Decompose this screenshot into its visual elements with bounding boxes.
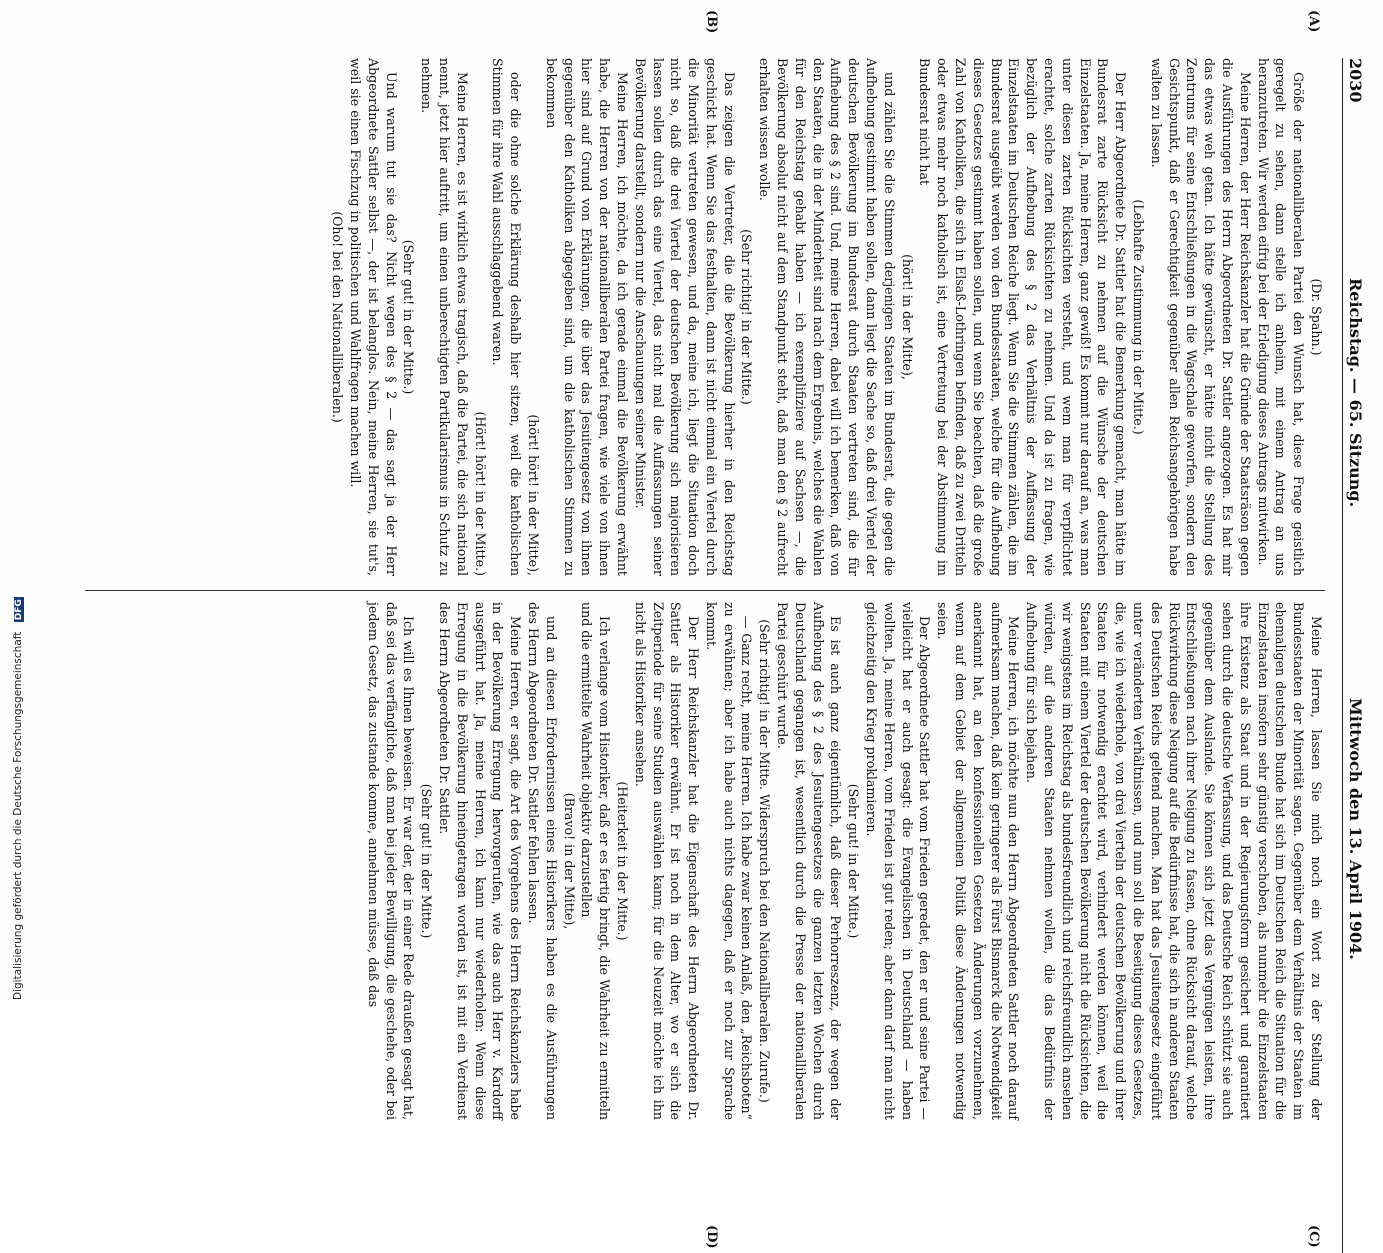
margin-letter-a: (A) [1306,10,1321,33]
credit-text: Digitalisierung gefördert durch die Deutsche Forschungsgemeinschaft [12,631,24,1000]
paragraph: Ich verlange vom Historiker, daß er es fertig bringt, die Wahrheit zu ermitteln und die ermittelte Wahrheit objektiv darzustellen [579,602,613,1120]
margin-letter-d: (D) [704,1225,719,1249]
interjection-line: (Heiterkeit in der Mitte.) [614,781,630,941]
right-text-column [364,602,1325,1120]
paragraph: Ich will es Ihnen beweisen. Er war der, der in einer Rede draußen gesagt hat, daß sei das verfängliche, daß man bei jeder Bewilligung, die geschehe, oder bei jedem Gesetz, das zustande komme, annehmen müsse, daß das [365,602,417,1120]
interjection-line: (Sehr richtig! in der Mitte.) [739,229,755,405]
paragraph: Der Abgeordnete Sattler hat vom Frieden geredet, den er und seine Partei — vielleicht hat er auch gesagt: die Evangelischen in Deutschland — haben wollten. Ja, meine Herren, vom Frieden ist gut reden; aber dann darf man nicht gleichzeitig den Krieg proklamieren. [864,602,933,1120]
digitization-credit [12,0,24,1000]
margin-letter-b: (B) [704,10,719,34]
session-date: Mittwoch den 13. April 1904. [1346,698,1365,960]
interjection-line: (Sehr richtig! in der Mitte. Widerspruch bei den Nationalliberalen. Zurufe.) [757,619,773,1103]
interjection-line: (Sehr gut! in der Mitte.) [419,783,435,939]
paragraph: Meine Herren, der Herr Reichskanzler hat die Gründe der Staatsräson gegen die Ausführungen des Herrn Abgeordneten Dr. Sattler angezogen. Es hat mir das etwas weh getan. Ich hätte gewünscht, er hätte nicht die Stellung des Zentrums für seine Entschließungen in die Wagschale geworfen, sondern den Gesichtspunkt, daß er Gerechtigkeit gegenüber allen Reichsangehörigen habe walten zu lassen. [1148,58,1253,576]
paragraph: Meine Herren, ich möchte nun den Herrn Abgeordneten Sattler noch darauf aufmerksam machen, daß kein geringerer als Fürst Bismarck die Notwendigkeit anerkannt hat, an den konfessionellen Gesetzen Änderungen vorzunehmen, wenn auf dem Gebiet der allgemeinen Politik diese Änderungen notwendig seien. [935,602,1022,1120]
interjection-line: (hört! hört! in der Mitte), [525,414,541,576]
paragraph: Der Herr Reichskanzler hat die Eigenschaft des Herrn Abgeordneten Dr. Sattler als Historiker erwähnt. Er ist noch in dem Alter, wo er sich die Zeitperiode für seine Studien auswählen kann; für die Neuzeit möchte ich ihn nicht als Historiker ansehen. [632,602,702,1120]
interjection-line: (hört! in der Mitte), [899,254,915,380]
paragraph: Und warum tut sie das? Nicht wegen des § 2 — das sagt ja der Herr Abgeordnete Sattler selbst —, der ist belanglos. Nein, meine Herren, sie tut's, weil sie einen Fischzug in politischen und Wahlfragen machen will. [347,58,399,576]
margin-letter-c: (C) [1306,1225,1321,1248]
interjection-line: (Dr. Spahn.) [1309,278,1324,356]
paragraph: Es ist auch ganz eigentümlich, daß dieser Perhorreszenz, der wegen der Aufhebung des § 2 des Jesuitengesetzes die ganzen letzten Wochen durch Deutschland gegangen ist, wesentlich durch die Presse der nationalliberalen Partei geschürt wurde. [775,602,844,1120]
page-number: 2030 [1346,58,1365,103]
session-title: Reichstag. — 65. Sitzung. [1346,278,1365,508]
paragraph: und an diesen Erfordernissen eines Historikers haben es die Ausführungen des Herrn Abgeordneten Dr. Sattler fehlen lassen. [525,602,559,1120]
paragraph: Der Herr Abgeordnete Dr. Sattler hat die Bemerkung gemacht, man hätte im Bundesrat zarte Rücksicht zu nehmen auf die Wünsche der deutschen Einzelstaaten. Ja, meine Herren, ganz gewiß! Es kommt nur darauf an, was man unter diesen zarten Rücksichten versteht, und wem man für verpflichtet erachtet, solche zarten Rücksichten zu nehmen. Und da ist zu fragen, wie bezüglich der Aufhebung des § 2 das Verhältnis der Auffassung der Einzelstaaten im Deutschen Reiche liegt. Wenn Sie die Stimmen zählen, die im Bundesrat ausgeübt werden von den Bundesstaaten, welche für die Aufhebung dieses Gesetzes gestimmt haben sollen, und wenn Sie beachten, daß die große Zahl von Katholiken, die sich in Elsaß-Lothringen befinden, daß zu zwei Dritteln oder etwas mehr noch katholisch ist, eine Vertretung bei der Abstimmung im Bundesrat nicht hat [917,58,1129,576]
paragraph: — Ganz recht, meine Herren. Ich habe zwar keinen Anlaß, den „Reichsboten“ zu erwähnen; aber ich habe auch nichts dagegen, daß er noch zur Sprache kommt. [703,602,755,1120]
interjection-line: (Oho! bei den Nationalliberalen.) [330,211,346,423]
paragraph: Meine Herren, ich möchte, da ich gerade einmal die Bevölkerung erwähnt habe, die Herren von der nationalliberalen Partei fragen, wie viele von ihnen hier sind auf Grund von Erklärungen, die über das Jesuitengesetz von ihnen gegenüber den Katholiken abgegeben sind, um die katholischen Stimmen zu bekommen [543,58,630,576]
paragraph: Meine Herren, er sagt, die Art des Vorgehens des Herrn Reichskanzlers habe in der Bevölkerung Erregung hervorgerufen, wie das auch Herr v. Kardorff ausgeführt hat. Ja, meine Herren, ich kann nur wiederholen: Wenn diese Erregung in die Bevölkerung hineingetragen worden ist, ist mit ein Verdienst des Herrn Abgeordneten Dr. Sattler. [436,602,524,1120]
interjection-line: (Sehr gut! in der Mitte.) [401,239,417,395]
paragraph: Meine Herren, lassen Sie mich noch ein Wort zu der Stellung der Bundesstaaten der Minorität sagen. Gegenüber dem Verhältnis der Staaten im ehemaligen deutschen Bunde hat sich im Deutschen Reich die Situation für die Einzelstaaten insofern sehr günstig verschoben, als nunmehr die Einzelstaaten ihre Existenz als Staat und in der Regierungsform gesichert und garantiert sehen durch die deutsche Verfassung, und das Deutsche Reich schützt sie auch gegenüber dem Auslande. Sie können sich jetzt das Vergnügen leisten, ihre Entschließungen nach ihrer Neigung zu fassen, ohne Rücksicht darauf, welche Rückwirkung diese Neigung auf die Bedürfnisse hat, die sich in anderen Staaten des Deutschen Reichs geltend machen. Man hat das Jesuitengesetz eingeführt unter veränderten Verhältnissen, und nun soll die Beseitigung dieses Gesetzes, die, wie ich wiederhole, von drei Vierteln der deutschen Bevölkerung und ihrer Staaten für notwendig erachtet wird, verhindert werden können, weil die Staaten mit einem Viertel der deutschen Bevölkerung nicht die Rücksichten, die wir wenigstens im Reichstag als bundesfreundlich und reichsfreundlich ansehen würden, auf die anderen Staaten nehmen wollen, die das Bedürfnis der Aufhebung für sich bejahen. [1024,602,1324,1120]
column-divider [85,590,1325,591]
left-text-column [328,58,1325,576]
paragraph: Meine Herren, es ist wirklich etwas tragisch, daß die Partei, die sich national nennt, jetzt hier auftritt, um einen unberechtigten Partikularismus in Schutz zu nehmen. [419,58,470,576]
interjection-line: (Sehr gut! in der Mitte.) [846,783,862,939]
paragraph: oder die ohne solche Erklärung deshalb hier sitzen, weil die katholischen Stimmen für ihre Wahl ausschlaggebend waren. [490,58,524,576]
page-header [1342,58,1365,1253]
paragraph: Größe der nationalliberalen Partei den Wunsch hat, diese Frage geistlich geregelt zu sehen, dann stelle ich anheim, mit einem Antrag an uns heranzutreten. Wir werden eifrig bei der Erledigung dieses Antrags mitwirken. [1255,58,1307,576]
interjection-line: (Bravo! in der Mitte), [561,792,577,930]
paragraph: und zählen Sie die Stimmen derjenigen Staaten im Bundesrat, die gegen die Aufhebung gestimmt haben sollen, dann liegt die Sache so, daß drei Viertel der deutschen Bevölkerung im Bundesrat durch Staaten vertreten sind, die für Aufhebung des § 2 sind. Und, meine Herren, dabei will ich bemerken, daß von den Staaten, die in der Minderheit sind nach dem Ergebnis, welches die Wahlen für den Reichstag gehabt haben — ich exemplifiziere auf Sachsen —, die Bevölkerung absolut nicht auf dem Standpunkt steht, daß man den § 2 aufrecht erhalten wissen wolle. [757,58,897,576]
paragraph: Das zeigen die Vertreter, die die Bevölkerung hierher in den Reichstag geschickt hat. Wenn Sie das festhalten, dann ist nicht einmal ein Viertel durch die Minorität vertreten gewesen, und da, meine ich, liegt die Situation doch nicht so, daß die drei Viertel der deutschen Bevölkerung sich majorisieren lassen sollen durch das eine Viertel, das nicht mal die Auffassungen seiner Bevölkerung darstellt, sondern nur die Anschauungen seiner Minister. [632,58,737,576]
dfg-logo: DFG [14,599,24,621]
interjection-line: (Lebhafte Zustimmung in der Mitte.) [1131,199,1147,435]
interjection-line: (Hört! hört! in der Mitte.) [472,411,488,576]
